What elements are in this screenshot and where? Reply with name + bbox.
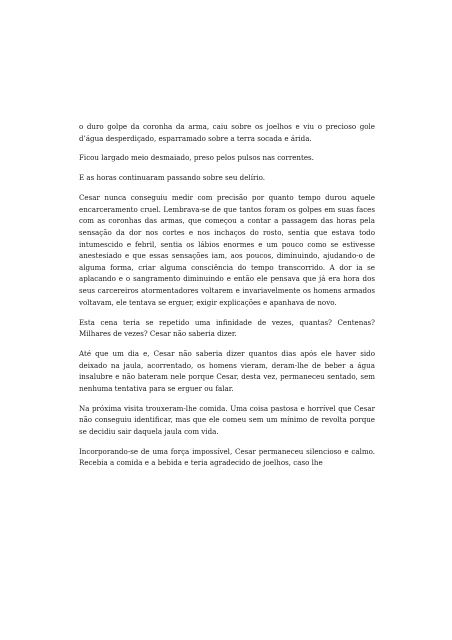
paragraph-3: E as horas continuaram passando sobre seu delírio. — [79, 173, 266, 183]
paragraph-4: Cesar nunca conseguiu medir com precisão por quanto tempo durou aquele encarceramento cruel. Lembrava-se de que tantos foram os golpes em suas faces com as coronhas das armas, que começou a contar a passagem das horas pela sensação da dor nos cortes e nos inchaços do rosto, sentia que estava todo intumescido e febril, sentia os lábios enormes e um pouco como se estivesse anestesiado e que essas sensações iam, aos poucos, diminuindo, ajudando-o de alguma forma, criar alguma consciência do tempo transcorrido. A dor ia se aplacando e o sangramento diminuindo e então ele pensava que já era hora dos seus carcereiros atormentadores voltarem e invariavelmente os homens armados voltavam, ele tentava se erguer, exigir explicações e apanhava de novo. — [79, 193, 375, 307]
paragraph-5: Esta cena teria se repetido uma infinidade de vezes, quantas? Centenas? Milhares de vezes? Cesar não saberia dizer. — [79, 317, 375, 339]
paragraph-1: o duro golpe da coronha da arma, caiu sobre os joelhos e viu o precioso gole d’água desperdiçado, esparramado sobre a terra socada e árida. — [79, 122, 375, 143]
body-text — [79, 121, 375, 477]
paragraph-2: Ficou largado meio desmaiado, preso pelos pulsos nas correntes. — [79, 153, 314, 163]
paragraph-7: Na próxima visita trouxeram-lhe comida. Uma coisa pastosa e horrível que Cesar não conseguiu identificar, mas que ele comeu sem um mínimo de revolta porque se decidiu sair daquela jaula com vida. — [79, 403, 375, 436]
paragraph-6: Até que um dia e, Cesar não saberia dizer quantos dias após ele haver sido deixado na jaula, acorrentado, os homens vieram, deram-lhe de beber a água insalubre e não bateram nele porque Cesar, desta vez, permaneceu sentado, sem nenhuma tentativa para se erguer ou falar. — [79, 348, 375, 393]
paragraph-8: Incorporando-se de uma força impossível, Cesar permaneceu silencioso e calmo. Recebia a comida e a bebida e teria agradecido de joelhos, caso lhe — [79, 446, 375, 468]
